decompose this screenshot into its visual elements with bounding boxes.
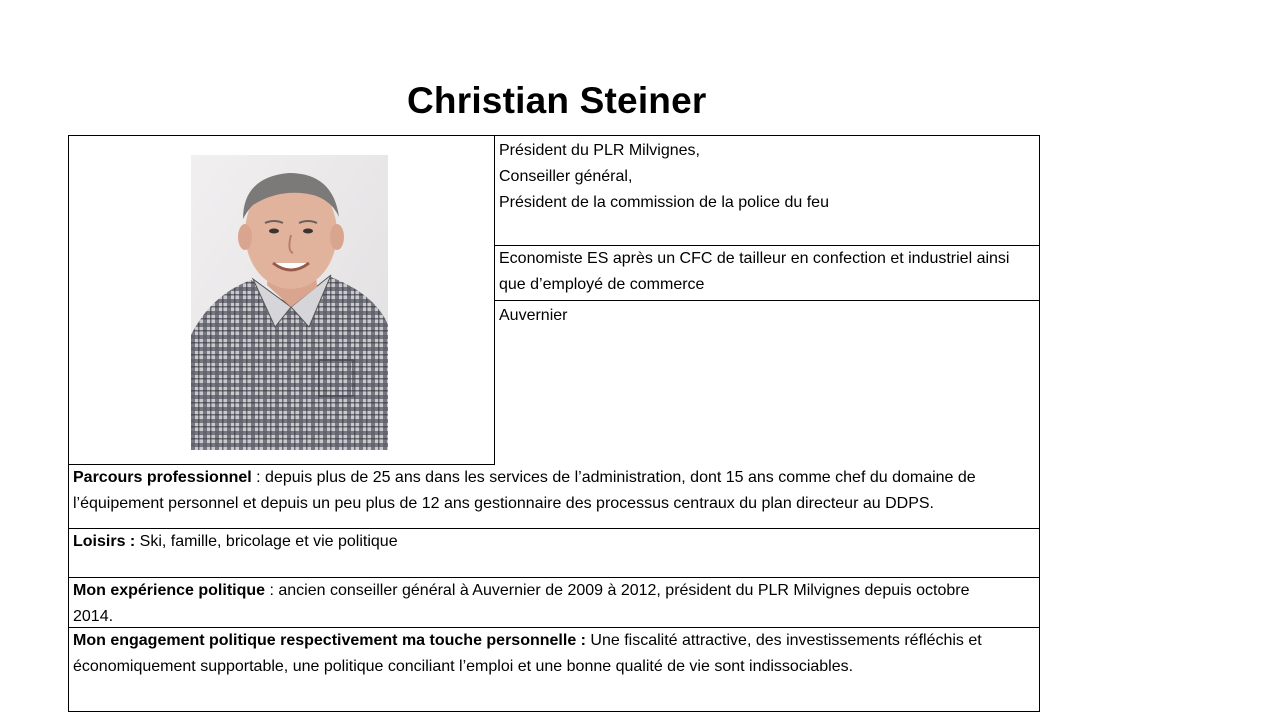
experience-label: Mon expérience politique (73, 582, 266, 599)
portrait-illustration (191, 155, 388, 450)
roles-cell (495, 136, 1040, 246)
parcours-row (69, 465, 1039, 529)
engagement-label: Mon engagement politique respectivement ma touche personnelle : (73, 632, 586, 649)
engagement-row (69, 628, 1039, 712)
engagement-text: Une fiscalité attractive, des investissements réfléchis et (585, 632, 982, 649)
profile-table (68, 135, 1040, 712)
loisirs-text: Ski, famille, bricolage et vie politique (135, 533, 398, 550)
parcours-text: l’équipement personnel et depuis un peu plus de 12 ans gestionnaire des processus centraux du plan directeur au DDPS. (73, 495, 934, 512)
role-line: Conseiller général, (499, 168, 633, 185)
loisirs-label: Loisirs : (73, 533, 136, 550)
page-title: Christian Steiner (407, 80, 707, 121)
education-cell (495, 246, 1040, 301)
role-line: Président de la commission de la police du feu (499, 194, 829, 211)
experience-text: : ancien conseiller général à Auvernier de 2009 à 2012, président du PLR Milvignes depuis octobre (265, 582, 970, 599)
experience-text: 2014. (73, 608, 114, 625)
parcours-text: : depuis plus de 25 ans dans les services de l’administration, dont 15 ans comme chef du domaine de (251, 469, 976, 486)
loisirs-row (69, 529, 1039, 578)
photo-cell (69, 136, 495, 465)
parcours-label: Parcours professionnel (73, 469, 252, 486)
education-line: Economiste ES après un CFC de tailleur en confection et industriel ainsi (499, 250, 1010, 267)
portrait-photo (191, 155, 388, 450)
education-line: que d’employé de commerce (499, 276, 705, 293)
residence-text: Auvernier (499, 307, 568, 324)
experience-row (69, 578, 1039, 628)
engagement-text: économiquement supportable, une politique conciliant l’emploi et une bonne qualité de vie sont indissociables. (73, 658, 854, 675)
residence-cell (495, 301, 1040, 465)
role-line: Président du PLR Milvignes, (499, 142, 700, 159)
